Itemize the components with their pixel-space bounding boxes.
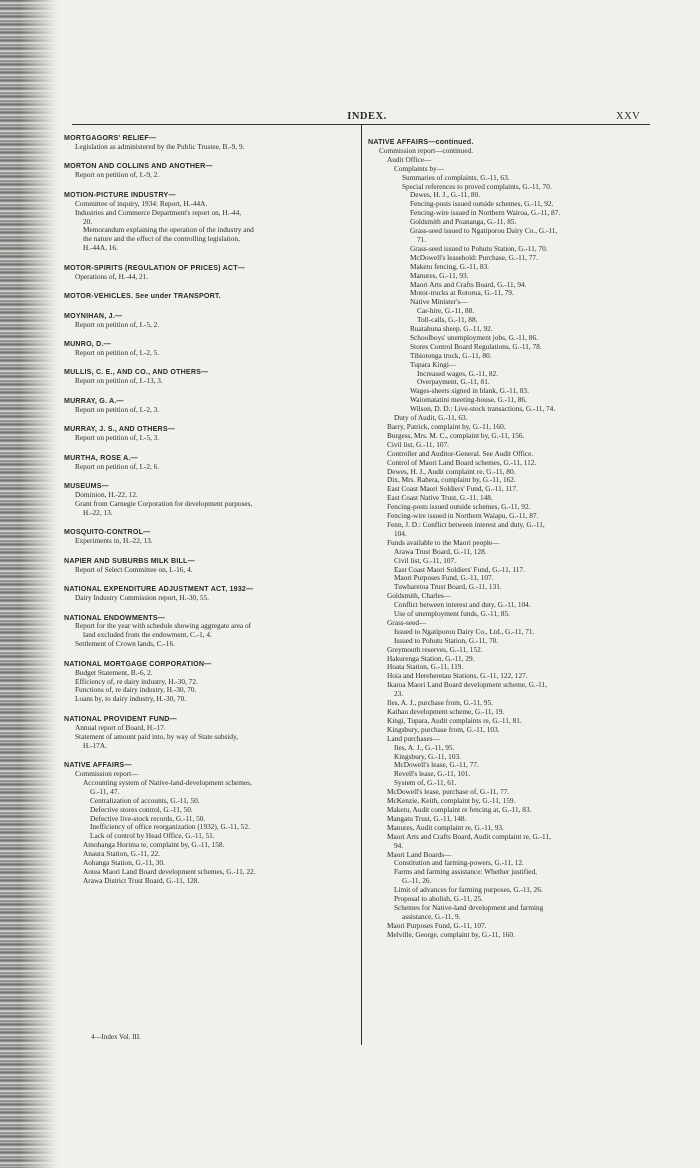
entry-subline: Maori Purposes Fund, G.-11, 107. <box>394 573 494 583</box>
entry-subline: Wages-sheets signed in blank, G.-11, 83. <box>410 386 529 396</box>
entry-subline: Centralization of accounts, G.-11, 50. <box>90 795 200 805</box>
entry-heading: MOSQUITO-CONTROL— <box>64 528 151 537</box>
index-entry <box>64 368 354 386</box>
entry-subline: Grass-seed— <box>387 617 427 627</box>
right-index-column <box>368 138 650 940</box>
index-entry <box>64 162 354 180</box>
index-entry <box>64 585 354 603</box>
entry-heading: MULLIS, C. E., AND CO., AND OTHERS— <box>64 368 209 377</box>
entry-heading: MUSEUMS— <box>64 482 109 491</box>
entry-subline: Maketu, Audit complaint re fencing at, G.-11, 83. <box>387 804 532 814</box>
entry-subline: Civil list, G.-11, 107. <box>394 555 456 565</box>
index-entry <box>64 340 354 358</box>
entry-subline: Ikaroa Maori Land Board development scheme, G.-11, <box>387 680 548 690</box>
index-entry <box>64 614 354 650</box>
left-index-column <box>64 134 354 896</box>
entry-subline: Funds available to the Maori people— <box>387 537 500 547</box>
entry-subline: Hoata Station, G.-11, 119. <box>387 662 464 672</box>
entry-subline: Dix, Mrs. Rahera, complaint by, G.-11, 162. <box>387 475 516 485</box>
entry-subline: Commission report— <box>75 769 139 778</box>
entry-subline: Wilson, D. D.: Live-stock transactions, G.-11, 74. <box>410 404 556 414</box>
entry-subline: Hakurenga Station, G.-11, 29. <box>387 653 475 663</box>
entry-subline: Dewes, H. J., Audit complaint re, G.-11, 80. <box>387 466 516 476</box>
entry-heading: MUNRO, D.— <box>64 340 111 349</box>
entry-subline: 104. <box>394 528 407 538</box>
entry-subline: Complaints by— <box>394 163 445 173</box>
entry-subline: Land purchases— <box>387 733 440 743</box>
entry-subline: Inefficiency of office reorganization (1932), G.-11, 52. <box>90 822 250 832</box>
index-entry <box>64 264 354 282</box>
entry-subline: Report on petition of, I.-13, 3. <box>75 376 163 386</box>
entry-subline: Toll-calls, G.-11, 88. <box>417 315 478 325</box>
index-entry <box>64 454 354 472</box>
entry-subline: Kaihau development scheme, G.-11, 19. <box>387 707 505 716</box>
entry-heading: NATIVE AFFAIRS—continued. <box>368 138 474 146</box>
entry-subline: Grass-seed issued to Ngatiporou Dairy Co., G.-11, <box>410 226 558 236</box>
entry-subline: Arawa District Trust Board, G.-11, 128. <box>83 875 200 885</box>
entry-subline: Goldsmith, Charles— <box>387 591 452 601</box>
entry-subline: Iles, A. J., G.-11, 95. <box>394 742 455 752</box>
index-entry <box>64 425 354 443</box>
entry-subline: Duty of Audit, G.-11, 63. <box>394 413 468 423</box>
entry-subline: Native Minister's— <box>410 297 468 307</box>
entry-subline: Tuwharetoa Trust Board, G.-11, 131. <box>394 582 502 592</box>
entry-subline: Maketu fencing, G.-11, 83. <box>410 261 489 271</box>
entry-subline: Fencing-wire issued in Northern Waiapu, G.-11, 87. <box>387 511 539 521</box>
entry-subline: Accounting system of Native-land-development schemes, <box>83 777 252 787</box>
index-entry <box>64 397 354 415</box>
entry-heading: MOTOR-SPIRITS (REGULATION OF PRICES) ACT— <box>64 263 246 272</box>
entry-heading: MORTGAGORS' RELIEF— <box>64 134 157 142</box>
entry-subline: Experiments in, H.-22, 13. <box>75 536 153 546</box>
entry-subline: East Coast Maori Soldiers' Fund, G.-11, 117. <box>387 484 518 494</box>
entry-subline: land excluded from the endowment, C.-1, 4. <box>83 630 212 640</box>
entry-subline: Car-hire, G.-11, 88. <box>417 306 475 316</box>
entry-subline: Stores Control Board Regulations, G.-11, 78. <box>410 341 542 351</box>
column-divider <box>361 125 362 1045</box>
entry-subline: Report on petition of, I.-5, 2. <box>75 319 160 329</box>
entry-subline: Melville, George, complaint by, G.-11, 160. <box>387 929 515 939</box>
index-entry <box>64 134 354 152</box>
entry-subline: H.-22, 13. <box>83 507 113 517</box>
entry-subline: 23. <box>394 689 404 699</box>
entry-subline: Maori Arts and Crafts Board, G.-11, 94. <box>410 279 527 289</box>
entry-subline: Tupara Kingi— <box>410 359 457 369</box>
entry-subline: Kingsbury, G.-11, 103. <box>394 751 461 761</box>
entry-subline: Burgess, Mrs. M. C., complaint by, G.-11, 156. <box>387 430 525 440</box>
index-entry <box>64 482 354 518</box>
entry-subline: Overpayment, G.-11, 81. <box>417 377 490 387</box>
entry-subline: Grass-seed issued to Pohutu Station, G.-11, 70. <box>410 243 548 253</box>
index-entry <box>64 761 354 886</box>
entry-subline: Schemes for Native-land development and farming <box>394 902 544 912</box>
page-binding-edge <box>0 0 58 1168</box>
entry-subline: East Coast Maori Soldiers' Fund, G.-11, 117. <box>394 564 525 574</box>
entry-subline: H.-17A. <box>83 740 107 750</box>
entry-heading: MOYNIHAN, J.— <box>64 311 123 320</box>
entry-subline: Legislation as administered by the Public Trustee, B.-9, 9. <box>75 141 245 151</box>
entry-subline: Report of Select Committee on, I.-16, 4. <box>75 564 193 574</box>
entry-subline: Increased wages, G.-11, 82. <box>417 368 498 378</box>
index-entry <box>64 528 354 546</box>
entry-subline: Schoolboys' unemployment jobs, G.-11, 86. <box>410 332 538 342</box>
index-entry <box>64 557 354 575</box>
entry-subline: Anaura Station, G.-11, 22. <box>83 849 160 859</box>
entry-subline: Report on petition of, I.-2, 5. <box>75 347 160 357</box>
entry-subline: Amohanga Horima te, complaint by, G.-11, 158. <box>83 840 225 850</box>
entry-subline: Kingsbury, purchase from, G.-11, 103. <box>387 724 500 734</box>
entry-subline: G.-11, 47. <box>90 786 120 796</box>
entry-subline: Industries and Commerce Department's report on, H.-44, <box>75 207 242 217</box>
entry-subline: Aotea Maori Land Board development schemes, G.-11, 22. <box>83 866 256 876</box>
entry-subline: Fenn, J. D.: Conflict between interest and duty, G.-11, <box>387 519 545 529</box>
entry-subline: Ruatahuna sheep, G.-11, 92. <box>410 324 493 334</box>
entry-subline: Report for the year with schedule showing aggregate area of <box>75 621 252 631</box>
entry-subline: Lack of control by Head Office, G.-11, 51. <box>90 831 215 841</box>
entry-subline: Waiomatatini meeting-house, G.-11, 86. <box>410 395 527 405</box>
entry-subline: Special references to proved complaints, G.-11, 70. <box>402 181 552 191</box>
entry-subline: Tihiotonga truck, G.-11, 80. <box>410 350 492 360</box>
entry-subline: Dairy Industry Commission report, H.-30, 55. <box>75 593 209 603</box>
entry-subline: Fencing-posts issued outside schemes, G.-11, 92. <box>387 502 531 512</box>
entry-subline: Civil list, G.-11, 107. <box>387 439 449 449</box>
entry-subline: Settlement of Crown lands, C.-16. <box>75 639 175 649</box>
footer-note: 4—Index Vol. III. <box>91 1033 141 1041</box>
entry-subline: Budget Statement, B.-6, 2. <box>75 667 153 677</box>
entry-subline: 71. <box>417 234 427 244</box>
entry-subline: Grant from Carnegie Corporation for development purposes, <box>75 498 253 508</box>
entry-subline: Dewes, H. J., G.-11, 80. <box>410 190 481 200</box>
entry-subline: Defective live-stock records, G.-11, 50. <box>90 813 206 823</box>
entry-subline: Revell's lease, G.-11, 101. <box>394 769 471 779</box>
entry-subline: Commission report—continued. <box>379 145 474 155</box>
entry-subline: Loans by, to dairy industry, H.-30, 70. <box>75 694 187 704</box>
entry-subline: Farms and farming assistance: Whether justified, <box>394 867 537 877</box>
entry-subline: Fencing-wire issued in Northern Wairoa, G.-11, 87. <box>410 208 561 218</box>
entry-subline: Memorandum explaining the operation of the industry and <box>83 225 254 235</box>
entry-subline: Constitution and farming-powers, G.-11, 12. <box>394 858 524 868</box>
entry-subline: Maori Purposes Fund, G.-11, 107. <box>387 920 487 930</box>
entry-subline: Control of Maori Land Board schemes, G.-11, 112. <box>387 457 537 467</box>
entry-subline: Dominion, H.-22, 12. <box>75 490 138 499</box>
entry-subline: Issued to Ngatiporou Dairy Co., Ltd., G.-11, 71. <box>394 626 535 636</box>
entry-subline: Barry, Patrick, complaint by, G.-11, 160. <box>387 422 506 431</box>
entry-subline: Motor-trucks at Rotorua, G.-11, 79. <box>410 288 514 298</box>
page-number: XXV <box>616 111 641 122</box>
index-entry <box>64 312 354 330</box>
entry-heading: NATIONAL MORTGAGE CORPORATION— <box>64 659 212 668</box>
entry-subline: Functions of, re dairy industry, H.-30, 70. <box>75 685 197 695</box>
entry-subline: Maori Arts and Crafts Board, Audit complaint re, G.-11, <box>387 831 551 841</box>
entry-subline: Controller and Auditor-General. See Audit Office. <box>387 448 534 458</box>
entry-heading: MOTION-PICTURE INDUSTRY— <box>64 190 176 199</box>
entry-subline: Issued to Pohutu Station, G.-11, 70. <box>394 635 499 645</box>
entry-heading: NATIVE AFFAIRS— <box>64 761 132 770</box>
entry-subline: McKenzie, Keith, complaint by, G.-11, 159. <box>387 796 516 806</box>
entry-subline: Operations of, H.-44, 21. <box>75 271 149 281</box>
entry-subline: Greymouth reserves, G.-11, 152. <box>387 644 483 654</box>
entry-subline: System of, G.-11, 61. <box>394 778 457 788</box>
index-entry <box>64 191 354 253</box>
entry-subline: Manures, G.-11, 93. <box>410 270 469 280</box>
entry-subline: Hoia and Hereheretau Stations, G.-11, 122, 127. <box>387 671 528 681</box>
entry-subline: Report on petition of, I.-2, 3. <box>75 404 160 414</box>
entry-subline: Limit of advances for farming purposes, G.-11, 26. <box>394 885 543 895</box>
entry-subline: 20. <box>83 216 93 226</box>
entry-heading: NATIONAL EXPENDITURE ADJUSTMENT ACT, 1932— <box>64 585 254 594</box>
entry-heading: MORTON AND COLLINS AND ANOTHER— <box>64 162 213 171</box>
entry-subline: Kingi, Tupara, Audit complaints re, G.-11, 81. <box>387 715 522 725</box>
entry-subline: Defective stores control, G.-11, 50. <box>90 804 193 814</box>
entry-subline: Report on petition of, I.-5, 3. <box>75 433 160 443</box>
entry-heading: MURTHA, ROSE A.— <box>64 453 138 462</box>
entry-subline: Committee of inquiry, 1934: Report, H.-44A. <box>75 198 208 208</box>
entry-subline: the nature and the effect of the controlling legislation, <box>83 234 240 244</box>
entry-subline: Mangatu Trust, G.-11, 148. <box>387 813 467 823</box>
entry-subline: McDowell's leasehold: Purchase, G.-11, 77. <box>410 252 538 262</box>
entry-subline: Audit Office— <box>387 154 432 164</box>
entry-subline: 94. <box>394 840 404 850</box>
index-entry <box>64 715 354 751</box>
entry-subline: Report on petition of, I.-2, 6. <box>75 461 160 471</box>
entry-subline: East Coast Native Trust, G.-11, 148. <box>387 493 493 503</box>
entry-subline: H.-44A, 16. <box>83 243 118 253</box>
index-entry <box>64 292 354 301</box>
index-entry <box>64 660 354 705</box>
entry-heading: MURRAY, J. S., AND OTHERS— <box>64 425 176 434</box>
entry-subline: Efficiency of, re dairy industry, H.-30, 72. <box>75 676 198 686</box>
entry-heading: MURRAY, G. A.— <box>64 396 124 405</box>
entry-subline: Fencing-posts issued outside schemes, G.-11, 92. <box>410 199 554 209</box>
entry-subline: Iles, A. J., purchase from, G.-11, 95. <box>387 698 493 708</box>
entry-subline: G.-11, 26. <box>402 876 432 886</box>
entry-subline: Conflict between interest and duty, G.-11, 104. <box>394 600 531 610</box>
entry-subline: Annual report of Board, H.-17. <box>75 722 166 732</box>
entry-subline: assistance, G.-11, 9. <box>402 911 461 921</box>
entry-subline: Aohanga Station, G.-11, 30. <box>83 858 165 868</box>
entry-subline: Goldsmith and Poananga, G.-11, 85. <box>410 217 517 227</box>
entry-subline: Summaries of complaints, G.-11, 63. <box>402 172 510 182</box>
entry-heading: MOTOR-VEHICLES. See under TRANSPORT. <box>64 292 221 301</box>
entry-subline: Maori Land Boards— <box>387 849 452 859</box>
entry-heading: NATIONAL ENDOWMENTS— <box>64 613 166 622</box>
entry-subline: Statement of amount paid into, by way of State subsidy, <box>75 731 239 741</box>
entry-subline: Report on petition of, I.-9, 2. <box>75 170 160 180</box>
entry-subline: Use of unemployment funds, G.-11, 85. <box>394 609 510 619</box>
entry-subline: Manures, Audit complaint re, G.-11, 93. <box>387 822 504 832</box>
entry-subline: McDowell's lease, G.-11, 77. <box>394 760 479 770</box>
entry-heading: NATIONAL PROVIDENT FUND— <box>64 714 177 723</box>
entry-heading: NAPIER AND SUBURBS MILK BILL— <box>64 556 195 565</box>
entry-subline: Arawa Trust Board, G.-11, 128. <box>394 546 487 556</box>
entry-subline: McDowell's lease, purchase of, G.-11, 77. <box>387 787 510 797</box>
entry-subline: Proposal to abolish, G.-11, 25. <box>394 894 483 904</box>
page-title: INDEX. <box>347 111 387 122</box>
